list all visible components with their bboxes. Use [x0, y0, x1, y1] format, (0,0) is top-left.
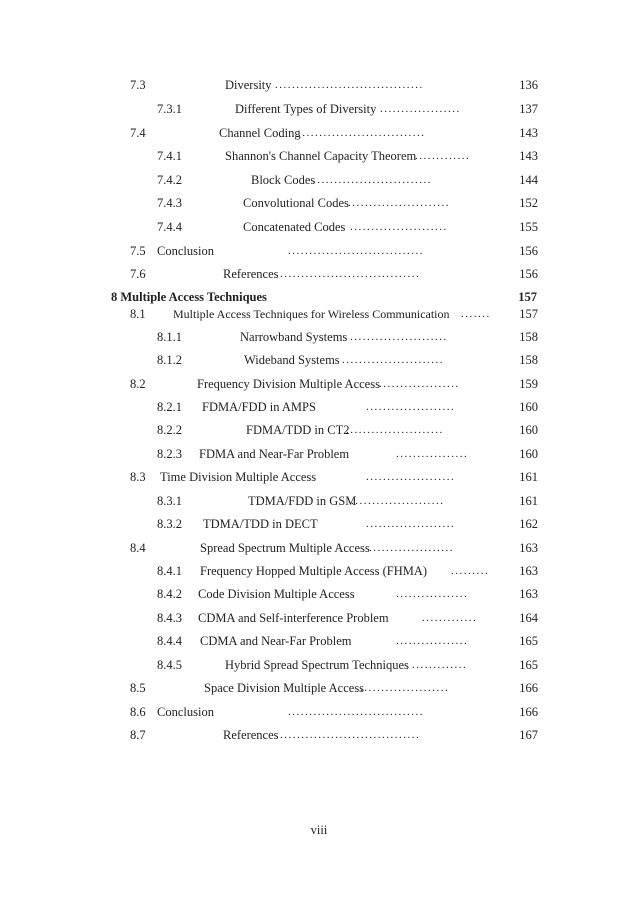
toc-entry: [0, 561, 638, 581]
entry-number: 8.4.4: [157, 634, 182, 648]
toc-entry: [0, 264, 638, 284]
entry-leader: ............................: [313, 174, 432, 186]
entry-title: FDMA and Near-Far Problem: [199, 447, 350, 461]
entry-page: 165: [519, 658, 538, 672]
toc-entry: [0, 584, 638, 604]
entry-page: 166: [519, 705, 538, 719]
toc-entry: [0, 99, 638, 119]
entry-number: 7.3.1: [157, 102, 182, 116]
chapter-page: 157: [518, 290, 537, 304]
entry-page: 143: [519, 126, 538, 140]
entry-page: 167: [519, 728, 538, 742]
entry-title: Channel Coding: [219, 126, 301, 140]
entry-leader: .......: [461, 308, 491, 320]
entry-number: 8.2: [130, 377, 146, 391]
entry-leader: ................................: [288, 245, 424, 257]
entry-title: Concatenated Codes: [243, 220, 346, 234]
entry-title: Multiple Access Techniques for Wireless Communication: [173, 307, 450, 321]
entry-title: Spread Spectrum Multiple Access: [200, 541, 370, 555]
toc-entry: [0, 123, 638, 143]
entry-title: Block Codes: [251, 173, 316, 187]
entry-page: 166: [519, 681, 538, 695]
entry-title: References: [223, 728, 279, 742]
toc-entry: [0, 608, 638, 628]
entry-page: 165: [519, 634, 538, 648]
chapter-title: 8 Multiple Access Techniques: [111, 290, 267, 304]
entry-title: Conclusion: [157, 705, 214, 719]
toc-entry: [0, 444, 638, 464]
entry-title: Hybrid Spread Spectrum Techniques: [225, 658, 409, 672]
toc-entry: [0, 327, 638, 347]
entry-leader: ..............................: [298, 127, 426, 139]
toc-entry: [0, 655, 638, 675]
entry-leader: ......................: [351, 495, 445, 507]
toc-entry: [0, 146, 638, 166]
entry-title: TDMA/FDD in GSM: [248, 494, 357, 508]
entry-title: Narrowband Systems: [240, 330, 348, 344]
entry-leader: .....................: [360, 682, 450, 694]
entry-page: 158: [519, 353, 538, 367]
entry-title: Time Division Multiple Access: [160, 470, 317, 484]
entry-number: 7.4.2: [157, 173, 182, 187]
entry-leader: .............: [422, 612, 478, 624]
entry-number: 8.3.2: [157, 517, 182, 531]
entry-page: 162: [519, 517, 538, 531]
entry-number: 8.1: [130, 307, 146, 321]
entry-title: Wideband Systems: [244, 353, 340, 367]
entry-title: Conclusion: [157, 244, 214, 258]
entry-number: 8.4: [130, 541, 146, 555]
entry-page: 136: [519, 78, 538, 92]
entry-leader: ................................: [288, 706, 424, 718]
entry-page: 161: [519, 494, 538, 508]
entry-title: Frequency Division Multiple Access: [197, 377, 380, 391]
entry-title: Different Types of Diversity: [235, 102, 377, 116]
toc-entry: [0, 75, 638, 95]
entry-title: CDMA and Self-interference Problem: [198, 611, 389, 625]
entry-page: 156: [519, 267, 538, 281]
entry-title: Code Division Multiple Access: [198, 587, 355, 601]
toc-entry: [0, 350, 638, 370]
entry-number: 8.2.2: [157, 423, 182, 437]
entry-leader: .....................: [366, 518, 456, 530]
entry-leader: ........................: [348, 197, 450, 209]
toc-entry: [0, 467, 638, 487]
entry-number: 8.2.1: [157, 400, 182, 414]
toc-entry: [0, 193, 638, 213]
entry-page: 152: [519, 196, 538, 210]
entry-title: TDMA/TDD in DECT: [203, 517, 318, 531]
entry-page: 160: [519, 400, 538, 414]
entry-title: Frequency Hopped Multiple Access (FHMA): [200, 564, 428, 578]
entry-page: 157: [519, 307, 538, 321]
entry-leader: ....................: [369, 542, 454, 554]
entry-title: FDMA/FDD in AMPS: [202, 400, 316, 414]
toc-entry: [0, 241, 638, 261]
toc-entry: [0, 170, 638, 190]
entry-title: Convolutional Codes: [243, 196, 349, 210]
entry-number: 8.3.1: [157, 494, 182, 508]
page-number: viii: [310, 823, 328, 837]
entry-leader: ........................: [342, 354, 444, 366]
entry-number: 7.4.4: [157, 220, 182, 234]
entry-leader: .......................: [350, 331, 448, 343]
entry-leader: .............: [412, 659, 468, 671]
entry-number: 8.4.1: [157, 564, 182, 578]
entry-number: 8.6: [130, 705, 146, 719]
entry-number: 8.1.2: [157, 353, 182, 367]
entry-page: 137: [519, 102, 538, 116]
entry-page: 163: [519, 541, 538, 555]
entry-title: Space Division Multiple Access: [204, 681, 365, 695]
entry-number: 8.5: [130, 681, 146, 695]
entry-number: 8.1.1: [157, 330, 182, 344]
entry-number: 8.2.3: [157, 447, 182, 461]
toc-entry: [0, 725, 638, 745]
toc-entry: [0, 678, 638, 698]
toc-entry: [0, 514, 638, 534]
entry-page: 163: [519, 564, 538, 578]
toc-entry: [0, 631, 638, 651]
toc-entry: [0, 538, 638, 558]
entry-leader: .........: [451, 565, 490, 577]
entry-leader: .................: [396, 588, 469, 600]
entry-leader: .......................: [350, 221, 448, 233]
entry-title: Shannon's Channel Capacity Theorem: [225, 149, 417, 163]
entry-number: 7.4.1: [157, 149, 182, 163]
entry-page: 160: [519, 423, 538, 437]
entry-leader: ...................: [380, 103, 461, 115]
toc-entry: [0, 397, 638, 417]
entry-leader: .................................: [280, 729, 421, 741]
entry-number: 8.3: [130, 470, 146, 484]
entry-leader: ...................................: [275, 79, 424, 91]
entry-number: 7.3: [130, 78, 146, 92]
entry-number: 8.4.2: [157, 587, 182, 601]
entry-page: 144: [519, 173, 538, 187]
entry-number: 7.5: [130, 244, 146, 258]
entry-title: FDMA/TDD in CT2: [246, 423, 350, 437]
entry-page: 163: [519, 587, 538, 601]
entry-leader: .................: [396, 448, 469, 460]
toc-entry: [0, 217, 638, 237]
entry-page: 156: [519, 244, 538, 258]
entry-title: References: [223, 267, 279, 281]
entry-leader: .................: [396, 635, 469, 647]
entry-title: CDMA and Near-Far Problem: [200, 634, 352, 648]
entry-page: 164: [519, 611, 538, 625]
toc-entry: [0, 702, 638, 722]
entry-leader: .............: [415, 150, 471, 162]
entry-number: 7.6: [130, 267, 146, 281]
entry-page: 158: [519, 330, 538, 344]
entry-page: 160: [519, 447, 538, 461]
entry-leader: ...................: [379, 378, 460, 390]
entry-number: 8.4.5: [157, 658, 182, 672]
entry-number: 7.4.3: [157, 196, 182, 210]
entry-leader: .......................: [346, 424, 444, 436]
entry-page: 155: [519, 220, 538, 234]
entry-number: 8.7: [130, 728, 146, 742]
entry-leader: .................................: [280, 268, 421, 280]
entry-page: 159: [519, 377, 538, 391]
entry-page: 161: [519, 470, 538, 484]
entry-leader: .....................: [366, 401, 456, 413]
toc-entry: [0, 491, 638, 511]
toc-entry: [0, 420, 638, 440]
entry-leader: .....................: [366, 471, 456, 483]
toc-entry: [0, 374, 638, 394]
entry-number: 7.4: [130, 126, 146, 140]
entry-number: 8.4.3: [157, 611, 182, 625]
entry-title: Diversity: [225, 78, 272, 92]
toc-entry: [0, 304, 638, 324]
entry-page: 143: [519, 149, 538, 163]
